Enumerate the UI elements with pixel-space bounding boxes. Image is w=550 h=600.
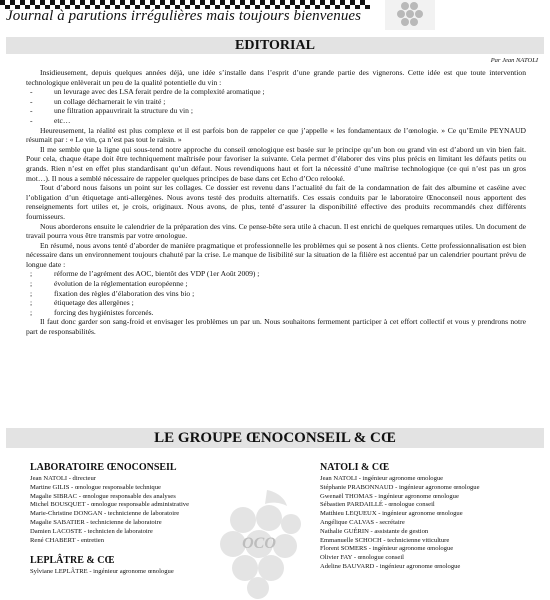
editorial-paragraph: Insidieusement, depuis quelques années déjà, une idée s’installe dans l’esprit d’une grande partie des vignerons. Cette idée est que toute intervention technologique enlèverait un peu de la qualité potentielle du vin : bbox=[26, 68, 526, 87]
editorial-list-item: - etc… bbox=[26, 116, 526, 126]
editorial-list bbox=[26, 269, 526, 317]
editorial-paragraph: Nous aborderons ensuite le calendrier de la préparation des vins. Ce pense-bête sera utile à chacun. Il est enrichi de quelques remarques utiles. Un document de travail pourra vous être transmis par votre œnologue. bbox=[26, 221, 526, 241]
editorial-paragraph: Heureusement, la réalité est plus complexe et il est parfois bon de rappeler ce que j’appelle « les fondamentaux de l’œnologie. » Ce qu’Emile PEYNAUD résumait par : « Le vin, ça n’est pas tout le raisin. » bbox=[26, 125, 526, 145]
natoli-title: NATOLI & CŒ bbox=[320, 462, 390, 473]
member-entry: Nathalie GUÉRIN - assistante de gestion bbox=[320, 527, 429, 535]
member-entry: Gwenaël THOMAS - ingénieur agronome œnologue bbox=[320, 492, 459, 500]
editorial-list bbox=[26, 87, 526, 125]
member-entry: Florent SOMERS - ingénieur agronome œnologue bbox=[320, 545, 454, 553]
member-entry: Stéphanie PRABONNAUD - ingénieur agronome œnologue bbox=[320, 483, 480, 491]
member-entry: Magalie SIBRAC - œnologue responsable des analyses bbox=[30, 492, 176, 500]
member-entry: René CHABERT - entretien bbox=[30, 536, 105, 544]
masthead bbox=[0, 0, 550, 30]
editorial-list-item: - un collage décharnerait le vin traité ; bbox=[26, 97, 526, 107]
editorial-body bbox=[26, 68, 526, 337]
member-entry: Jean NATOLI - directeur bbox=[30, 475, 96, 482]
editorial-paragraph: Tout d’abord nous faisons un point sur les collages. Ce dossier est revenu dans l’actualité du fait de la condamnation de fait des albumine et caséine avec l’obligation d’un étiquetage anti-allergènes. Nous avons testé des produits alternatifs. Ces essais conduits par le laboratoire Œnoconseil nous apportent des renseignements fort utiles et, je crois, originaux. Nous avons, de plus, tenté d’assurer la disponibilité effective des produits recommandés chez différents fournisseurs. bbox=[26, 183, 526, 221]
member-entry: Olivier FAY - œnologue conseil bbox=[320, 554, 404, 562]
member-entry: Damien LACOSTE - technicien de laboratoire bbox=[30, 527, 153, 535]
member-entry: Marie-Christine DONGAN - technicienne de laboratoire bbox=[30, 510, 180, 518]
member-entry: Emmanuelle SCHOCH - technicienne viticulture bbox=[320, 536, 450, 544]
editorial-paragraph: En résumé, nous avons tenté d’aborder de manière pragmatique et professionnelle les problèmes qui se posent à nos clients. Cette professionnalisation est bien nécessaire dans un environnement toujours chahuté par la crise. Le manque de lisibilité sur la situation de la filière est accentué par un calendrier pourtant prévu de longue date : bbox=[26, 240, 526, 269]
member-entry: Sébastien PARDAILLÉ - œnologue conseil bbox=[320, 501, 435, 509]
editorial-paragraph: Il faut donc garder son sang-froid et envisager les problèmes un par un. Nous souhaitons fermement participer à cet effort collectif et vous y prendrons notre part de responsabilités. bbox=[26, 317, 526, 337]
member-entry: Michel BOUSQUET - œnologue responsable administrative bbox=[30, 501, 190, 509]
natoli-column bbox=[320, 462, 540, 572]
editorial-author: Par Jean NATOLI bbox=[490, 57, 538, 64]
groupe-heading: LE GROUPE ŒNOCONSEIL & CŒ bbox=[6, 428, 544, 448]
oco-grape-logo-icon bbox=[215, 488, 305, 600]
member-entry: Adeline BAUVARD - ingénieur agronome œnologue bbox=[320, 562, 461, 570]
grape-logo-icon bbox=[385, 0, 435, 30]
leplatre-title: LEPLÂTRE & CŒ bbox=[30, 555, 115, 567]
editorial-list-item: ; évolution de la réglementation européenne ; bbox=[26, 279, 526, 289]
editorial-list-item: - une filtration appauvrirait la structure du vin ; bbox=[26, 106, 526, 116]
member-entry: Matthieu LEQUEUX - ingénieur agronome œnologue bbox=[320, 510, 463, 518]
member-entry: Sylviane LEPLÂTRE - ingénieur agronome œnologue bbox=[30, 568, 174, 576]
editorial-list-item: - un levurage avec des LSA ferait perdre de la complexité aromatique ; bbox=[26, 87, 526, 97]
member-entry: Jean NATOLI - ingénieur agronome œnologue bbox=[320, 475, 444, 482]
member-entry: Martine GILIS - œnologue responsable technique bbox=[30, 483, 161, 491]
editorial-list-item: ; fixation des règles d’élaboration des vins bio ; bbox=[26, 289, 526, 299]
editorial-list-item: ; réforme de l’agrément des AOC, bientôt des VDP (1er Août 2009) ; bbox=[26, 269, 526, 279]
tagline: Journal à parutions irrégulières mais toujours bienvenues bbox=[6, 8, 362, 24]
member-entry: Angélique CALVAS - secrétaire bbox=[320, 518, 405, 526]
labo-title: LABORATOIRE ŒNOCONSEIL bbox=[30, 462, 177, 473]
editorial-list-item: ; forcing des hygiénistes forcenés. bbox=[26, 308, 526, 318]
editorial-paragraph: Il me semble que la ligne qui sous-tend notre approche du conseil œnologique est basée sur le principe qu’un bon ou grand vin est d’abord un vin bien fait. Pour cela, chaque étape doit être techniquement maîtrisée pour favoriser la suivante. Cela permet d’élaborer des vins plus précis en limitant les défauts petits ou grands. Rien n’est en effet plus standardisant qu’un défaut. Nous revendiquons haut et fort la nécessité d’une maîtrise technologique (ce qui n’est pas un gros mot…). Il nous a semblé nécessaire de rappeler quelques principes de base dans cet Echo d’Oco relooké. bbox=[26, 144, 526, 183]
editorial-list-item: ; étiquetage des allergènes ; bbox=[26, 298, 526, 308]
natoli-members bbox=[320, 475, 540, 572]
logo-text: OCO bbox=[242, 535, 276, 552]
editorial-heading: EDITORIAL bbox=[6, 37, 544, 54]
member-entry: Magalie SABATIER - technicienne de laboratoire bbox=[30, 518, 162, 526]
